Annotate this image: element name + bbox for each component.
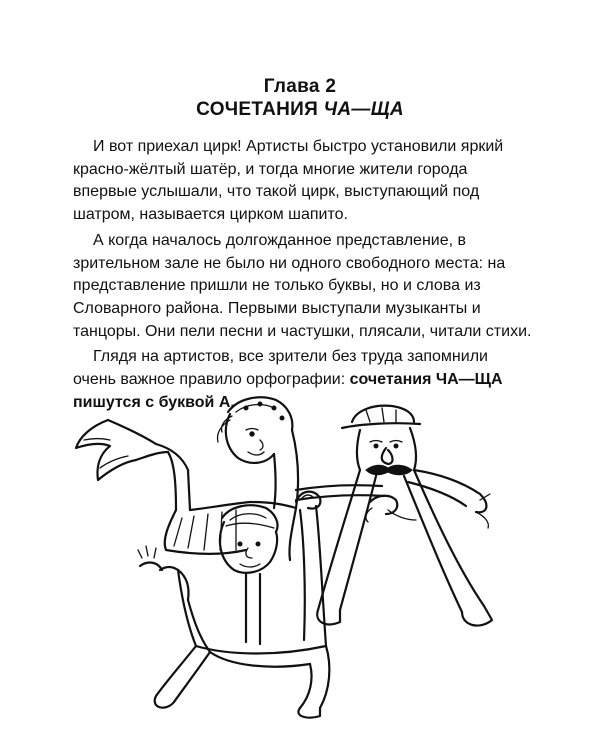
chapter-title-text: СОЧЕТАНИЯ xyxy=(196,99,324,120)
chapter-body xyxy=(73,136,533,414)
paragraph-2: А когда началось долгожданное представление, в зрительном зале не было ни одного свободного места: на представление пришли не только буквы, но и слова из Словарного района. Первыми выступали музыканты и танцоры. Они пели песни и частушки, плясали, читали стихи. xyxy=(73,231,532,340)
chapter-title xyxy=(0,99,600,121)
letter-shch-dancer-figure xyxy=(138,492,329,718)
chapter-title-italic: ЧА—ЩА xyxy=(323,99,404,120)
chapter-number: Глава 2 xyxy=(263,76,337,97)
paragraph-1: И вот приехал цирк! Артисты быстро установили яркий красно-жёлтый шатёр, и тогда многие жители города впервые услышали, что такой цирк, выступающий под шатром, называется цирком шапито. xyxy=(73,138,504,224)
letter-a-musician-figure xyxy=(317,406,492,626)
dancing-letters-illustration xyxy=(70,390,540,720)
paragraph-3-text: Глядя на артистов, все зрители без труда запомнили очень важное правило орфографии: xyxy=(73,348,488,389)
spelling-rule: сочетания ЧА—ЩА пишутся с буквой А. xyxy=(73,371,503,411)
letter-ch-dancer-figure xyxy=(76,397,384,560)
